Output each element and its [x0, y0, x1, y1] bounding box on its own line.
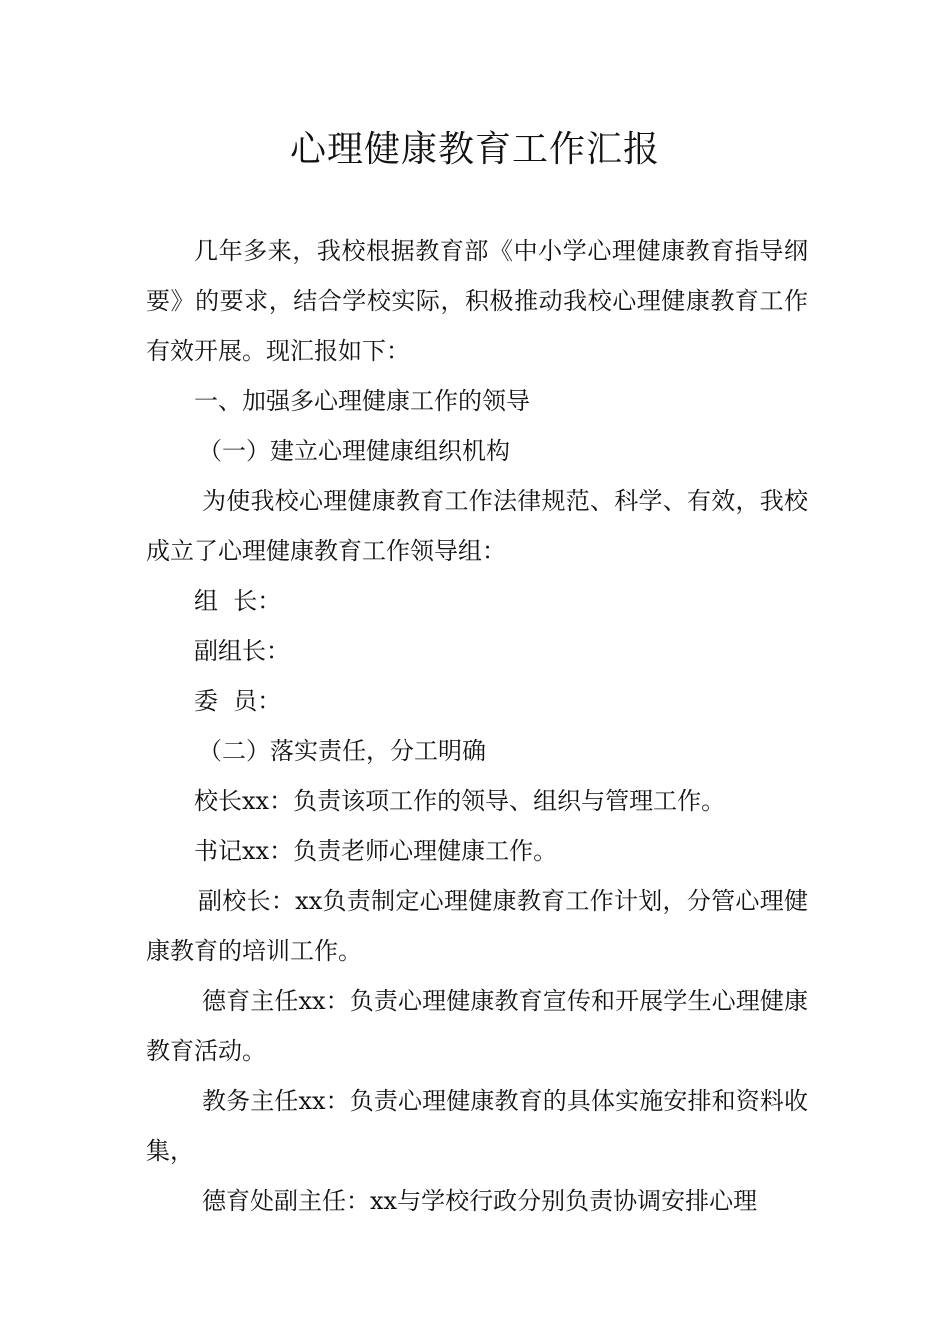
list-item-leader: 组 长： — [194, 587, 282, 615]
list-item-members: 委 员： — [194, 687, 282, 715]
heading-subsection-2: （二）落实责任，分工明确 — [198, 737, 486, 765]
paragraph-intro: 几年多来，我校根据教育部《中小学心理健康教育指导纲要》的要求，结合学校实际，积极推动我校心理健康教育工作有效开展。现汇报如下： — [146, 237, 808, 365]
heading-section-1: 一、加强多心理健康工作的领导 — [194, 387, 530, 415]
paragraph-vice-principal: 副校长：xx负责制定心理健康教育工作计划，分管心理健康教育的培训工作。 — [146, 887, 808, 965]
paragraph-leadership-group: 为使我校心理健康教育工作法律规范、科学、有效，我校成立了心理健康教育工作领导组： — [146, 487, 808, 565]
paragraph-academic-director: 教务主任xx：负责心理健康教育的具体实施安排和资料收集， — [146, 1087, 808, 1165]
paragraph-secretary: 书记xx：负责老师心理健康工作。 — [194, 837, 558, 865]
document-title: 心理健康教育工作汇报 — [289, 129, 660, 170]
list-item-deputy-leader: 副组长： — [194, 637, 290, 665]
document-body — [146, 226, 808, 1226]
paragraph-moral-education-director: 德育主任xx：负责心理健康教育宣传和开展学生心理健康教育活动。 — [146, 987, 808, 1065]
heading-subsection-1: （一）建立心理健康组织机构 — [198, 437, 510, 465]
paragraph-principal: 校长xx：负责该项工作的领导、组织与管理工作。 — [194, 787, 726, 815]
paragraph-deputy-director: 德育处副主任：xx与学校行政分别负责协调安排心理 — [202, 1187, 758, 1215]
